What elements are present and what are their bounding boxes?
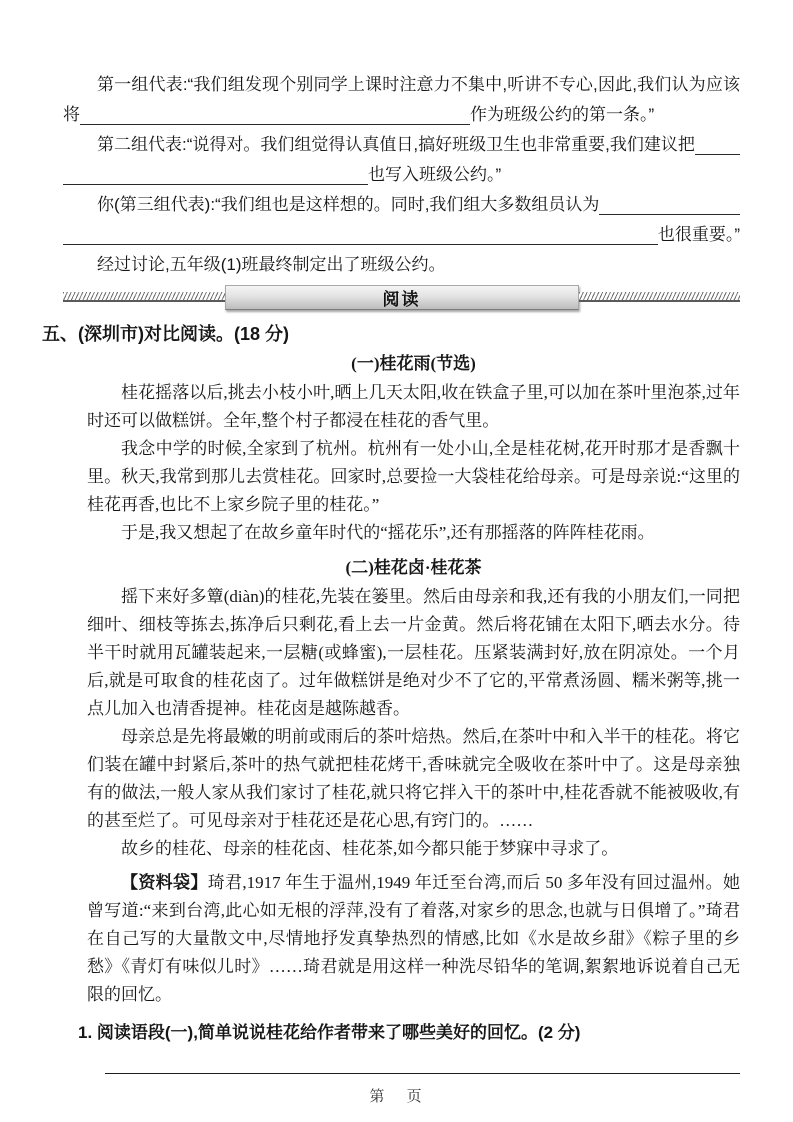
fill-in-blank-2: [695, 154, 740, 155]
page-footer: 第 页: [369, 1088, 424, 1105]
resource-box-label: 【资料袋】: [121, 873, 208, 892]
resource-box: [87, 869, 740, 1009]
passage1-paragraph: 我念中学的时候,全家到了杭州。杭州有一处小山,全是桂花树,花开时那才是香飘十里。秋天,我常到那儿去赏桂花。回家时,总要捡一大袋桂花给母亲。可是母亲说:“这里的桂花再香,也比不上家乡院子里的桂花。”: [87, 439, 740, 514]
dialogue-text: 也写入班级公约。”: [368, 165, 502, 184]
reading-section: [42, 322, 741, 1074]
dialogue-line-group3-blank: [63, 220, 740, 250]
dialogue-line-group2-blank: [63, 160, 740, 190]
fill-in-blank-3: [599, 214, 740, 215]
dialogue-text: 也很重要。”: [657, 225, 740, 244]
passage1-paragraph: 桂花摇落以后,挑去小枝小叶,晒上几天太阳,收在铁盒子里,可以加在茶叶里泡茶,过年时还可以做糕饼。全年,整个村子都浸在桂花的香气里。: [87, 383, 740, 430]
fill-in-blank-2-continued: [63, 184, 368, 185]
answer-blank-line: [105, 1073, 740, 1074]
dialogue-line-group1-blank: [63, 100, 740, 130]
passage2-title: (二)桂花卤·桂花茶: [345, 558, 482, 577]
dialogue-text: 作为班级公约的第一条。”: [470, 105, 655, 124]
dialogue-conclusion: 经过讨论,五年级(1)班最终制定出了班级公约。: [97, 255, 446, 274]
passage1-paragraph: 于是,我又想起了在故乡童年时代的“摇花乐”,还有那摇落的阵阵桂花雨。: [121, 523, 655, 542]
dialogue-line-group3: [63, 190, 740, 220]
resource-box-text: 琦君,1917 年生于温州,1949 年迁至台湾,而后 50 多年没有回过温州。她曾写道:“来到台湾,此心如无根的浮萍,没有了着落,对家乡的思念,也就与日俱增了。”琦君在自己写的大量散文中,尽情地抒发真挚热烈的情感,比如《水是故乡甜》《粽子里的乡愁》《青灯有味似儿时》……琦君就是用这样一种洗尽铅华的笔调,絮絮地诉说着自己无限的回忆。: [87, 873, 741, 1004]
dialogue-text: 将: [63, 105, 80, 124]
dialogue-text: 你(第三组代表):“我们组也是这样想的。同时,我们组大多数组员认为: [97, 195, 600, 214]
passage2-paragraph: 摇下来好多簟(diàn)的桂花,先装在篓里。然后由母亲和我,还有我的小朋友们,一同把细叶、细枝等拣去,拣净后只剩花,看上去一片金黄。然后将花铺在太阳下,晒去水分。待半干时就用瓦罐装起来,一层糖(或蜂蜜),一层桂花。压紧装满封好,放在阴凉处。一个月后,就是可取食的桂花卤了。过年做糕饼是绝对少不了它的,平常煮汤圆、糯米粥等,挑一点儿加入也清香提神。桂花卤是越陈越香。: [87, 587, 740, 718]
banner-label: 阅读: [382, 289, 421, 309]
passage2-paragraph: 母亲总是先将最嫩的明前或雨后的茶叶焙热。然后,在茶叶中和入半干的桂花。将它们装在罐中封紧后,茶叶的热气就把桂花烤干,香味就完全吸收在茶叶中了。这是母亲独有的做法,一般人家从我们家讨了桂花,就只将它拌入干的茶叶中,桂花香就不能被吸收,有的甚至烂了。可见母亲对于桂花还是花心思,有窍门的。……: [87, 727, 740, 830]
question-1: 1. 阅读语段(一),简单说说桂花给作者带来了哪些美好的回忆。(2 分): [78, 1023, 581, 1042]
class-rules-dialogue: [63, 70, 740, 280]
hatch-stripe-right: [579, 292, 741, 302]
hatch-stripe-left: [63, 292, 225, 302]
fill-in-blank-3-continued: [63, 244, 658, 245]
dialogue-text: 第二组代表:“说得对。我们组觉得认真值日,搞好班级卫生也非常重要,我们建议把: [97, 135, 695, 154]
dialogue-line-group1: 第一组代表:“我们组发现个别同学上课时注意力不集中,听讲不专心,因此,我们认为应该: [97, 75, 740, 94]
passages: [87, 351, 740, 1009]
fill-in-blank-1: [80, 124, 470, 125]
passage1-title: (一)桂花雨(节选): [351, 354, 476, 373]
passage2-paragraph: 故乡的桂花、母亲的桂花卤、桂花茶,如今都只能于梦寐中寻求了。: [121, 839, 619, 858]
dialogue-line-group2: [63, 130, 740, 160]
banner-bar: [225, 285, 579, 310]
section-heading: 五、(深圳市)对比阅读。(18 分): [42, 324, 289, 344]
reading-section-banner: [63, 284, 740, 310]
